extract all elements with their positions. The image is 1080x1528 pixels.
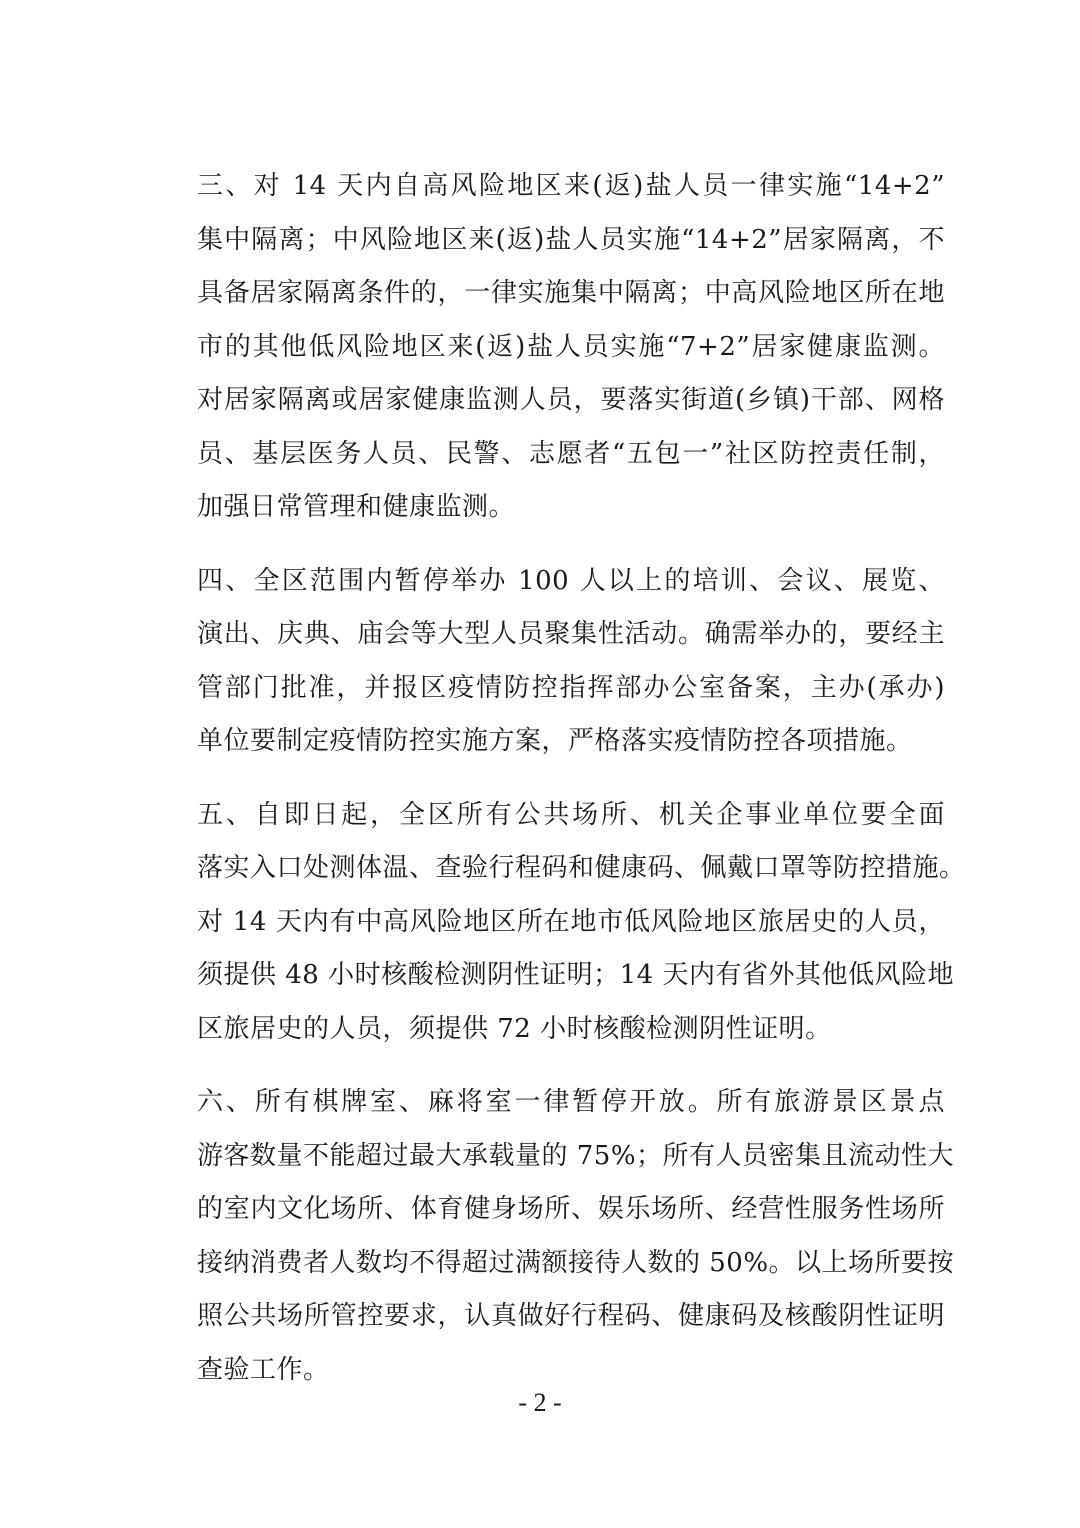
- paragraph-line: 落实入口处测体温、查验行程码和健康码、佩戴口罩等防控措施。: [197, 853, 966, 883]
- paragraph-four: [145, 555, 945, 769]
- document-body: [145, 160, 966, 1417]
- paragraph-six: [145, 1076, 955, 1397]
- paragraph-line: 市的其他低风险地区来(返)盐人员实施“7+2”居家健康监测。: [197, 331, 945, 362]
- paragraph-three: [145, 160, 945, 535]
- paragraph-line: 管部门批准，并报区疫情防控指挥部办公室备案，主办(承办): [197, 672, 945, 703]
- page-number: - 2 -: [518, 1388, 562, 1417]
- paragraph-line: 对居家隔离或居家健康监测人员，要落实街道(乡镇)干部、网格: [197, 385, 945, 415]
- paragraph-line: 单位要制定疫情防控实施方案，严格落实疫情防控各项措施。: [197, 726, 913, 756]
- paragraph-line: 区旅居史的人员，须提供 72 小时核酸检测阴性证明。: [197, 1013, 832, 1044]
- paragraph-line: 三、对 14 天内自高风险地区来(返)盐人员一律实施“14+2”: [197, 171, 945, 201]
- paragraph-line: 六、所有棋牌室、麻将室一律暂停开放。所有旅游景区景点: [197, 1087, 945, 1117]
- paragraph-line: 游客数量不能超过最大承载量的 75%；所有人员密集且流动性大: [197, 1140, 955, 1171]
- paragraph-line: 具备居家隔离条件的，一律实施集中隔离；中高风险地区所在地: [197, 278, 945, 308]
- paragraph-line: 四、全区范围内暂停举办 100 人以上的培训、会议、展览、: [197, 565, 945, 596]
- paragraph-line: 查验工作。: [197, 1354, 330, 1385]
- paragraph-line: 的室内文化场所、体育健身场所、娱乐场所、经营性服务性场所: [197, 1194, 945, 1224]
- paragraph-line: 接纳消费者人数均不得超过满额接待人数的 50%。以上场所要按: [197, 1247, 955, 1278]
- paragraph-five: [145, 789, 966, 1057]
- paragraph-line: 对 14 天内有中高风险地区所在地市低风险地区旅居史的人员，: [197, 906, 945, 937]
- paragraph-line: 员、基层医务人员、民警、志愿者“五包一”社区防控责任制，: [197, 438, 945, 469]
- paragraph-line: 集中隔离；中风险地区来(返)盐人员实施“14+2”居家隔离，不: [197, 224, 945, 255]
- paragraph-line: 照公共场所管控要求，认真做好行程码、健康码及核酸阴性证明: [197, 1301, 945, 1331]
- paragraph-line: 须提供 48 小时核酸检测阴性证明；14 天内有省外其他低风险地: [197, 960, 954, 990]
- paragraph-line: 加强日常管理和健康监测。: [197, 492, 516, 522]
- paragraph-line: 五、自即日起，全区所有公共场所、机关企事业单位要全面: [197, 799, 945, 830]
- paragraph-line: 演出、庆典、庙会等大型人员聚集性活动。确需举办的，要经主: [197, 619, 945, 649]
